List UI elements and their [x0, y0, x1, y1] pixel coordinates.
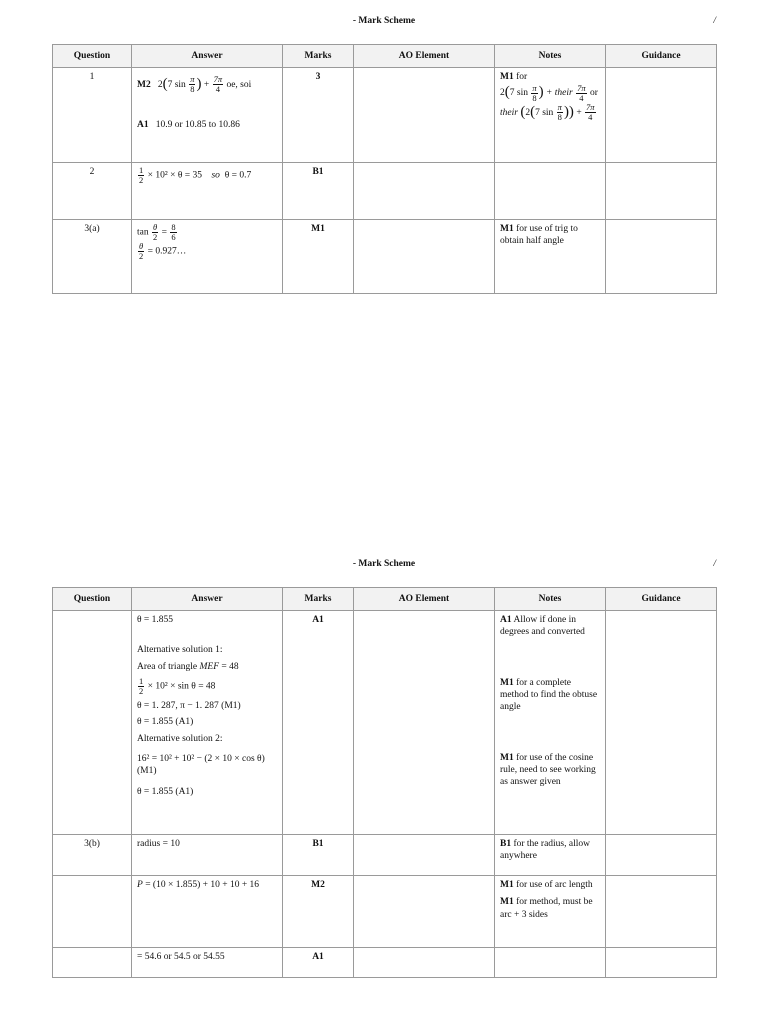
col-ao-element: AO Element [354, 588, 495, 611]
col-answer: Answer [132, 45, 283, 68]
answer-text: 10.9 or 10.85 to 10.86 [155, 119, 240, 130]
answer-line: $\frac{\theta}{2}$ = 0.927… [139, 240, 187, 261]
marks-cell: M1 [283, 220, 354, 294]
math-plus: + [203, 79, 210, 90]
alt1-equation: $\frac{1}{2}$ × 10² × sin θ = 48 [139, 676, 216, 696]
question-number [53, 876, 132, 948]
answer-so: so [211, 170, 220, 181]
note-line [500, 71, 600, 83]
header-row [53, 45, 717, 68]
answer-result: θ = 0.7 [224, 170, 252, 181]
question-number: 3(b) [53, 835, 132, 876]
question-number [53, 948, 132, 978]
note-m1-cosine: M1 for use of the cosine rule, need to see working as answer given [500, 752, 596, 788]
col-question: Question [53, 45, 132, 68]
notes-cell: B1 for the radius, allow anywhere [495, 835, 606, 876]
alt2-title: Alternative solution 2: [137, 733, 223, 744]
ao-element-cell [354, 611, 495, 835]
answer-theta: θ = 1.855 [137, 615, 174, 625]
col-answer: Answer [132, 588, 283, 611]
table-row-q3b-radius [53, 835, 717, 876]
answer-cell [132, 163, 283, 220]
guidance-cell [606, 611, 717, 835]
answer-suffix: oe, soi [226, 79, 252, 90]
answer-expr: × 10² × θ = 35 [147, 170, 202, 181]
fraction: $\frac{1}{2}$ [139, 165, 144, 185]
ao-element-cell [354, 68, 495, 163]
guidance-cell [606, 163, 717, 220]
table-row-q3b-final [53, 948, 717, 978]
table-row-q2 [53, 163, 717, 220]
notes-cell [495, 163, 606, 220]
math-text: 7 sin [167, 79, 186, 90]
note-method: M1 for method, must be arc + 3 sides [500, 897, 593, 920]
answer-a1-line [137, 119, 277, 131]
fraction: $\frac{7\pi}{4}$ [213, 74, 223, 95]
mark-label: A1 [137, 119, 149, 130]
question-number: 1 [53, 68, 132, 163]
fraction: $\frac{\pi}{8}$ [190, 74, 195, 95]
marks-cell: B1 [283, 835, 354, 876]
ao-element-cell [354, 876, 495, 948]
table-row-q3a-continued [53, 611, 717, 835]
mark-label: M2 [137, 79, 151, 90]
note-math-1: 2(7 sin $\frac{\pi}{8}$ ) + their $\frac{7\pi}{4}$ or [500, 82, 598, 103]
answer-m2-line: M2 2(7 sin $\frac{\pi}{8}$ ) + $\frac{7\pi}{4}$ oe, soi [137, 74, 252, 95]
note-math-2: their (2(7 sin $\frac{\pi}{8}$ )) + $\frac{7\pi}{4}$ [500, 102, 595, 123]
page-mark: / [713, 559, 716, 569]
question-number: 2 [53, 163, 132, 220]
answer-cell [132, 220, 283, 294]
answer-cell: radius = 10 [132, 835, 283, 876]
alt1-title: Alternative solution 1: [137, 645, 223, 656]
notes-cell [495, 948, 606, 978]
ao-element-cell [354, 163, 495, 220]
guidance-cell [606, 876, 717, 948]
marks-cell: A1 [283, 611, 354, 835]
table-row-q3a [53, 220, 717, 294]
note-m1-obtuse: M1 for a complete method to find the obtuse angle [500, 677, 598, 713]
mark-scheme-table-1 [52, 44, 717, 294]
note-text: for [516, 72, 528, 82]
alt2-result: θ = 1.855 (A1) [137, 786, 194, 797]
alt1-result: θ = 1.855 (A1) [137, 717, 194, 728]
math-coeff: 2 [157, 79, 163, 90]
guidance-cell [606, 835, 717, 876]
header-title: - Mark Scheme [352, 16, 416, 26]
guidance-cell [606, 220, 717, 294]
guidance-cell [606, 68, 717, 163]
col-marks: Marks [283, 45, 354, 68]
mark-scheme-table-2 [52, 587, 717, 978]
alt1-step: θ = 1. 287, π − 1. 287 (M1) [137, 700, 241, 711]
notes-cell [495, 611, 606, 835]
alt2-equation: 16² = 10² + 10² − (2 × 10 × cos θ) (M1) [137, 753, 265, 777]
notes-cell [495, 876, 606, 948]
marks-cell: B1 [283, 163, 354, 220]
ao-element-cell [354, 220, 495, 294]
col-guidance: Guidance [606, 588, 717, 611]
note-label: M1 [500, 72, 514, 82]
header-row [53, 588, 717, 611]
answer-cell: = 54.6 or 54.5 or 54.55 [132, 948, 283, 978]
table-row-q1 [53, 68, 717, 163]
notes-cell [495, 220, 606, 294]
answer-line: tan $\frac{\theta}{2}$ = $\frac{8}{6}$ [137, 222, 176, 242]
question-number [53, 611, 132, 835]
note-a1: A1 Allow if done in degrees and converted [500, 615, 585, 638]
alt1-area: Area of triangle MEF = 48 [137, 661, 239, 672]
marks-cell: A1 [283, 948, 354, 978]
note-label: M1 [500, 224, 514, 234]
marks-cell: M2 [283, 876, 354, 948]
note-text: for use of trig to obtain half angle [500, 224, 578, 247]
ao-element-cell [354, 948, 495, 978]
marks-cell: 3 [283, 68, 354, 163]
answer-cell [132, 611, 283, 835]
question-number: 3(a) [53, 220, 132, 294]
notes-cell [495, 68, 606, 163]
col-notes: Notes [495, 45, 606, 68]
page-header-2 [52, 558, 716, 572]
page-mark: / [713, 16, 716, 26]
page-header-1 [52, 15, 716, 29]
col-question: Question [53, 588, 132, 611]
col-ao-element: AO Element [354, 45, 495, 68]
answer-cell: P = (10 × 1.855) + 10 + 10 + 16 [132, 876, 283, 948]
guidance-cell [606, 948, 717, 978]
note-arc-length: M1 for use of arc length [500, 880, 593, 890]
col-guidance: Guidance [606, 45, 717, 68]
answer-cell [132, 68, 283, 163]
header-title: - Mark Scheme [352, 559, 416, 569]
col-marks: Marks [283, 588, 354, 611]
ao-element-cell [354, 835, 495, 876]
col-notes: Notes [495, 588, 606, 611]
table-row-q3b-perimeter [53, 876, 717, 948]
